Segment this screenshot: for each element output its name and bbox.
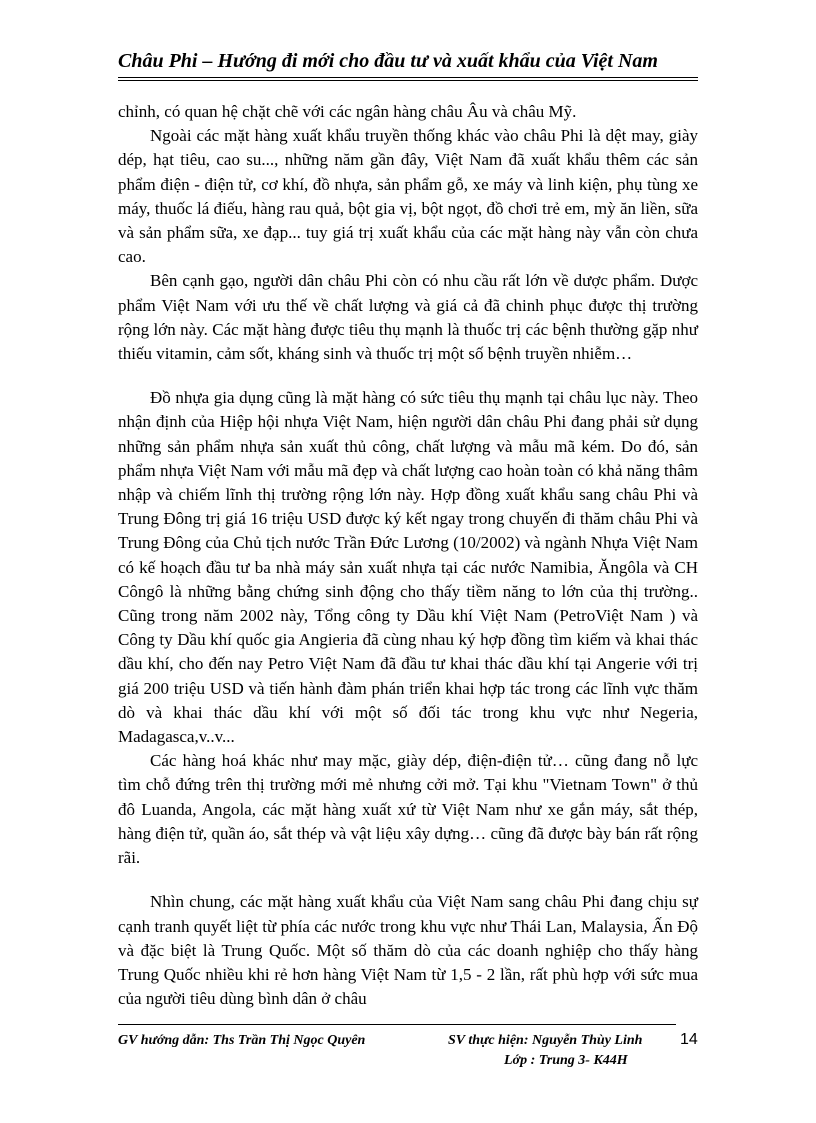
header-rule-top	[118, 77, 698, 78]
header-title: Châu Phi – Hướng đi mới cho đầu tư và xuất khẩu của Việt Nam	[118, 50, 658, 72]
paragraph-pharmaceuticals: Bên cạnh gạo, người dân châu Phi còn có nhu cầu rất lớn về dược phẩm. Dược phẩm Việt Nam với ưu thế về chất lượng và giá cả đã chinh phục được thị trường rộng lớn này. Các mặt hàng được tiêu thụ mạnh là thuốc trị các bệnh thường gặp như thiếu vitamin, cảm sốt, kháng sinh và thuốc trị một số bệnh truyền nhiễm…	[118, 271, 698, 364]
page-footer	[118, 1024, 698, 1073]
page-header	[118, 48, 698, 81]
paragraph-export-goods: Ngoài các mặt hàng xuất khẩu truyền thống khác vào châu Phi là dệt may, giày dép, hạt tiêu, cao su..., những năm gần đây, Việt Nam đã xuất khẩu thêm các sản phẩm điện - điện tử, cơ khí, đồ nhựa, sản phẩm gỗ, xe máy và linh kiện, phụ tùng xe máy, thuốc lá điếu, hàng rau quả, bột gia vị, bột ngọt, đồ chơi trẻ em, mỳ ăn liền, sữa và sản phẩm sữa, xe đạp... tuy giá trị xuất khẩu của các mặt hàng này vẫn còn chưa cao.	[118, 126, 698, 267]
footer-class: Lớp : Trung 3- K44H	[504, 1053, 628, 1068]
paragraph-continuation: chỉnh, có quan hệ chặt chẽ với các ngân hàng châu Âu và châu Mỹ.	[118, 102, 577, 121]
footer-advisor: GV hướng dẫn: Ths Trần Thị Ngọc Quyên	[118, 1033, 366, 1048]
footer-student: SV thực hiện: Nguyễn Thùy Linh	[448, 1033, 643, 1048]
page-number: 14	[680, 1031, 698, 1048]
paragraph-competition: Nhìn chung, các mặt hàng xuất khẩu của Việt Nam sang châu Phi đang chịu sự cạnh tranh quyết liệt từ phía các nước trong khu vực như Thái Lan, Malaysia, Ấn Độ và đặc biệt là Trung Quốc. Một số thăm dò của các doanh nghiệp cho thấy hàng Trung Quốc nhiều khi rẻ hơn hàng Việt Nam từ 1,5 - 2 lần, rất phù hợp với sức mua của người tiêu dùng bình dân ở châu	[118, 892, 698, 1009]
paragraph-plastics: Đồ nhựa gia dụng cũng là mặt hàng có sức tiêu thụ mạnh tại châu lục này. Theo nhận định của Hiệp hội nhựa Việt Nam, hiện người dân châu Phi đang phải sử dụng những sản phẩm nhựa sản xuất thủ công, chất lượng và mẫu mã kém. Do đó, sản phẩm nhựa Việt Nam với mẫu mã đẹp và chất lượng cao hoàn toàn có khả năng thâm nhập và chiếm lĩnh thị trường rộng lớn này. Hợp đồng xuất khẩu sang châu Phi và Trung Đông trị giá 16 triệu USD được ký kết ngay trong chuyến đi thăm châu Phi và Trung Đông của Chủ tịch nước Trần Đức Lương (10/2002) và ngành Nhựa Việt Nam có kế hoạch đầu tư ba nhà máy sản xuất nhựa tại các nước Namibia, Ăngôla và CH Côngô là những bằng chứng sinh động cho thấy tiềm năng to lớn của thị trường.. Cũng trong năm 2002 này, Tổng công ty Dầu khí Việt Nam (PetroViệt Nam ) và Công ty Dầu khí quốc gia Angieria đã cùng nhau ký hợp đồng tìm kiếm và khai thác dầu khí, cho đến nay Petro Việt Nam đã đầu tư khai thác dầu khí tại Angerie với trị giá 200 triệu USD và tiến hành đàm phán triển khai hợp tác trong các lĩnh vực thăm dò và khai thác dầu khí với một số đối tác trong khu vực như Negeria, Madagasca,v..v...	[118, 388, 698, 747]
document-body	[118, 100, 698, 1011]
footer-rule	[118, 1024, 676, 1025]
header-rule-bottom	[118, 80, 698, 81]
paragraph-other-goods: Các hàng hoá khác như may mặc, giày dép, điện-điện tử… cũng đang nỗ lực tìm chỗ đứng trên thị trường mới mẻ nhưng cởi mở. Tại khu "Vietnam Town" ở thủ đô Luanda, Angola, các mặt hàng xuất xứ từ Việt Nam như xe gắn máy, sắt thép, hàng điện tử, quần áo, sắt thép và vật liệu xây dựng… cũng đã được bày bán rất rộng rãi.	[118, 751, 698, 868]
